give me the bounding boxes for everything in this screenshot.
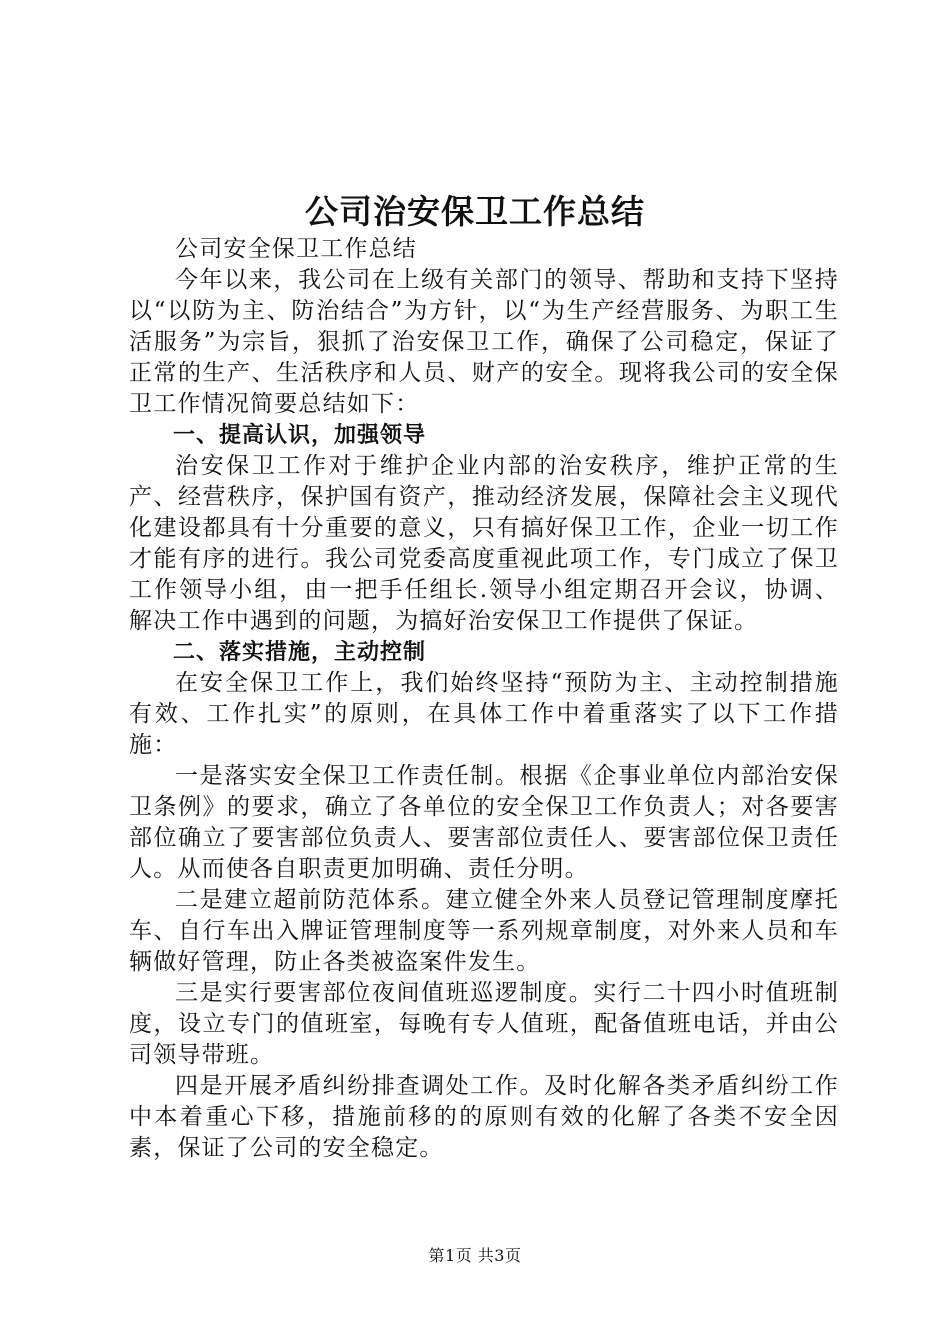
measure-paragraph-2: 二是建立超前防范体系。建立健全外来人员登记管理制度摩托车、自行车出入牌证管理制度等一系列规章制度，对外来人员和车辆做好管理，防止各类被盗案件发生。 (129, 887, 839, 975)
document-title: 公司治安保卫工作总结 (305, 192, 645, 231)
subtitle: 公司安全保卫工作总结 (175, 236, 417, 262)
document-body (129, 234, 839, 1164)
section-heading-2: 二、落实措施，主动控制 (173, 640, 427, 665)
measure-paragraph-4: 四是开展矛盾纠纷排查调处工作。及时化解各类矛盾纠纷工作中本着重心下移，措施前移的的原则有效的化解了各类不安全因素，保证了公司的安全稳定。 (129, 1073, 839, 1161)
measure-paragraph-3: 三是实行要害部位夜间值班巡逻制度。实行二十四小时值班制度，设立专门的值班室，每晚有专人值班，配备值班电话，并由公司领导带班。 (129, 980, 839, 1068)
section-paragraph-1: 治安保卫工作对于维护企业内部的治安秩序，维护正常的生产、经营秩序，保护国有资产，推动经济发展，保障社会主义现代化建设都具有十分重要的意义，只有搞好保卫工作，企业一切工作才能有序的进行。我公司党委高度重视此项工作，专门成立了保卫工作领导小组，由一把手任组长.领导小组定期召开会议，协调、解决工作中遇到的问题，为搞好治安保卫工作提供了保证。 (129, 453, 839, 634)
measure-paragraph-1: 一是落实安全保卫工作责任制。根据《企事业单位内部治安保卫条例》的要求，确立了各单位的安全保卫工作负责人；对各要害部位确立了要害部位负责人、要害部位责任人、要害部位保卫责任人。从而使各自职责更加明确、责任分明。 (129, 763, 839, 882)
intro-paragraph: 今年以来，我公司在上级有关部门的领导、帮助和支持下坚持以“以防为主、防治结合”为方针，以“为生产经营服务、为职工生活服务”为宗旨，狠抓了治安保卫工作，确保了公司稳定，保证了正常的生产、生活秩序和人员、财产的安全。现将我公司的安全保卫工作情况简要总结如下： (129, 267, 839, 417)
page-footer: 第1页 共3页 (428, 1246, 522, 1265)
section-paragraph-2: 在安全保卫工作上，我们始终坚持“预防为主、主动控制措施有效、工作扎实”的原则，在具体工作中着重落实了以下工作措施： (129, 670, 839, 758)
section-heading-1: 一、提高认识，加强领导 (173, 423, 427, 448)
